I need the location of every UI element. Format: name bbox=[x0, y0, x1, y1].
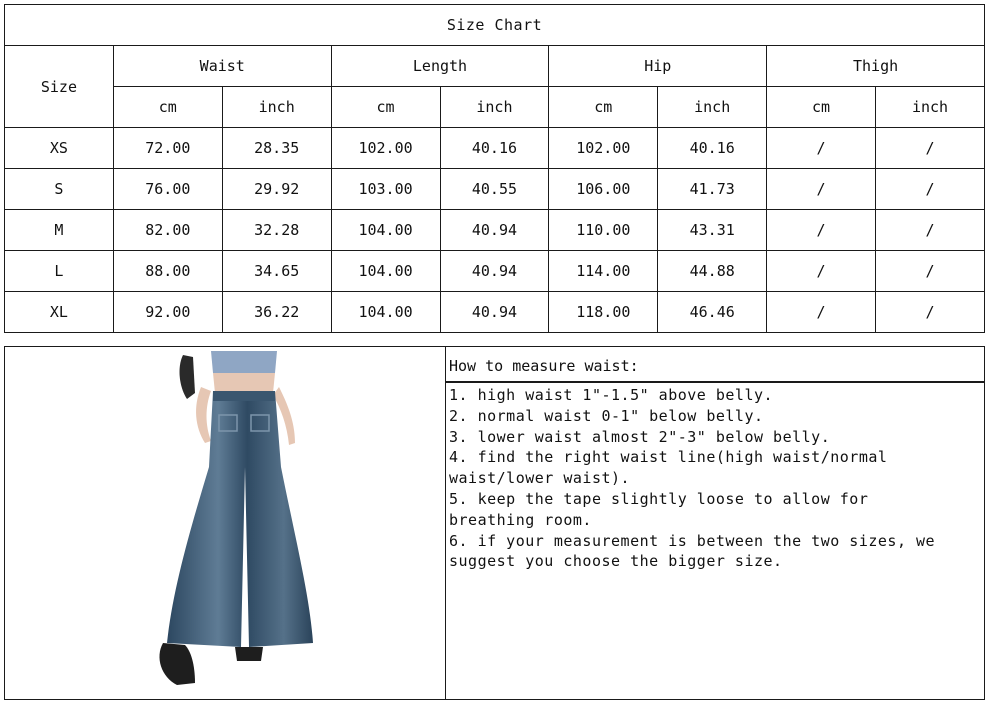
unit-header: cm bbox=[113, 87, 222, 128]
how-to-steps bbox=[446, 383, 984, 572]
size-label: XL bbox=[5, 292, 114, 333]
table-cell: / bbox=[876, 128, 985, 169]
table-cell: 110.00 bbox=[549, 210, 658, 251]
table-cell: / bbox=[767, 169, 876, 210]
table-cell: 32.28 bbox=[222, 210, 331, 251]
list-item: 3. lower waist almost 2"-3" below belly. bbox=[449, 427, 831, 446]
table-cell: 29.92 bbox=[222, 169, 331, 210]
unit-header-row bbox=[5, 87, 985, 128]
table-cell: 72.00 bbox=[113, 128, 222, 169]
table-cell: 104.00 bbox=[331, 292, 440, 333]
table-cell: 102.00 bbox=[331, 128, 440, 169]
table-cell: 118.00 bbox=[549, 292, 658, 333]
group-header-thigh: Thigh bbox=[767, 46, 985, 87]
crop-top-shape bbox=[211, 351, 277, 373]
unit-header: inch bbox=[876, 87, 985, 128]
model-wearing-jeans-illustration bbox=[5, 347, 445, 699]
table-cell: / bbox=[767, 210, 876, 251]
unit-header: inch bbox=[222, 87, 331, 128]
group-header-row bbox=[5, 46, 985, 87]
table-cell: 76.00 bbox=[113, 169, 222, 210]
table-cell: 92.00 bbox=[113, 292, 222, 333]
table-cell: / bbox=[767, 292, 876, 333]
list-item: 4. find the right waist line(high waist/normal waist/lower waist). bbox=[449, 448, 888, 488]
table-cell: 28.35 bbox=[222, 128, 331, 169]
table-cell: / bbox=[876, 169, 985, 210]
table-cell: / bbox=[767, 128, 876, 169]
table-cell: 104.00 bbox=[331, 251, 440, 292]
size-header: Size bbox=[5, 46, 114, 128]
midriff-shape bbox=[213, 373, 275, 393]
table-cell: 106.00 bbox=[549, 169, 658, 210]
how-to-title: How to measure waist: bbox=[446, 347, 984, 383]
table-cell: 82.00 bbox=[113, 210, 222, 251]
table-row bbox=[5, 251, 985, 292]
table-cell: 43.31 bbox=[658, 210, 767, 251]
list-item: 6. if your measurement is between the two sizes, we suggest you choose the bigger size. bbox=[449, 531, 936, 571]
waistband-shape bbox=[213, 391, 275, 401]
how-to-measure-panel bbox=[446, 347, 984, 699]
unit-header: inch bbox=[658, 87, 767, 128]
unit-header: inch bbox=[440, 87, 549, 128]
table-cell: 41.73 bbox=[658, 169, 767, 210]
table-cell: 40.16 bbox=[440, 128, 549, 169]
table-cell: / bbox=[876, 251, 985, 292]
table-cell: 34.65 bbox=[222, 251, 331, 292]
table-cell: 40.16 bbox=[658, 128, 767, 169]
table-cell: 40.55 bbox=[440, 169, 549, 210]
table-cell: 46.46 bbox=[658, 292, 767, 333]
table-cell: 103.00 bbox=[331, 169, 440, 210]
list-item: 2. normal waist 0-1" below belly. bbox=[449, 406, 764, 425]
list-item: 5. keep the tape slightly loose to allow for breathing room. bbox=[449, 489, 869, 529]
size-label: XS bbox=[5, 128, 114, 169]
table-cell: 44.88 bbox=[658, 251, 767, 292]
unit-header: cm bbox=[549, 87, 658, 128]
title-row bbox=[5, 5, 985, 46]
table-cell: 40.94 bbox=[440, 251, 549, 292]
table-cell: 114.00 bbox=[549, 251, 658, 292]
chart-title: Size Chart bbox=[5, 5, 985, 46]
table-cell: / bbox=[767, 251, 876, 292]
table-row bbox=[5, 128, 985, 169]
list-item: 1. high waist 1"-1.5" above belly. bbox=[449, 386, 774, 404]
group-header-length: Length bbox=[331, 46, 549, 87]
table-row bbox=[5, 210, 985, 251]
group-header-hip: Hip bbox=[549, 46, 767, 87]
group-header-waist: Waist bbox=[113, 46, 331, 87]
table-cell: / bbox=[876, 292, 985, 333]
size-label: L bbox=[5, 251, 114, 292]
left-shoe-shape bbox=[159, 643, 195, 685]
table-cell: 102.00 bbox=[549, 128, 658, 169]
measure-section bbox=[4, 346, 985, 700]
table-row bbox=[5, 292, 985, 333]
product-photo bbox=[5, 347, 446, 699]
table-row bbox=[5, 169, 985, 210]
unit-header: cm bbox=[331, 87, 440, 128]
left-arm-shape bbox=[196, 387, 211, 443]
unit-header: cm bbox=[767, 87, 876, 128]
hair-shape bbox=[180, 355, 195, 399]
table-cell: 40.94 bbox=[440, 292, 549, 333]
table-cell: 36.22 bbox=[222, 292, 331, 333]
table-cell: 40.94 bbox=[440, 210, 549, 251]
size-label: S bbox=[5, 169, 114, 210]
right-shoe-shape bbox=[235, 647, 263, 661]
table-cell: / bbox=[876, 210, 985, 251]
table-cell: 104.00 bbox=[331, 210, 440, 251]
size-label: M bbox=[5, 210, 114, 251]
table-cell: 88.00 bbox=[113, 251, 222, 292]
size-chart-table bbox=[4, 4, 985, 333]
